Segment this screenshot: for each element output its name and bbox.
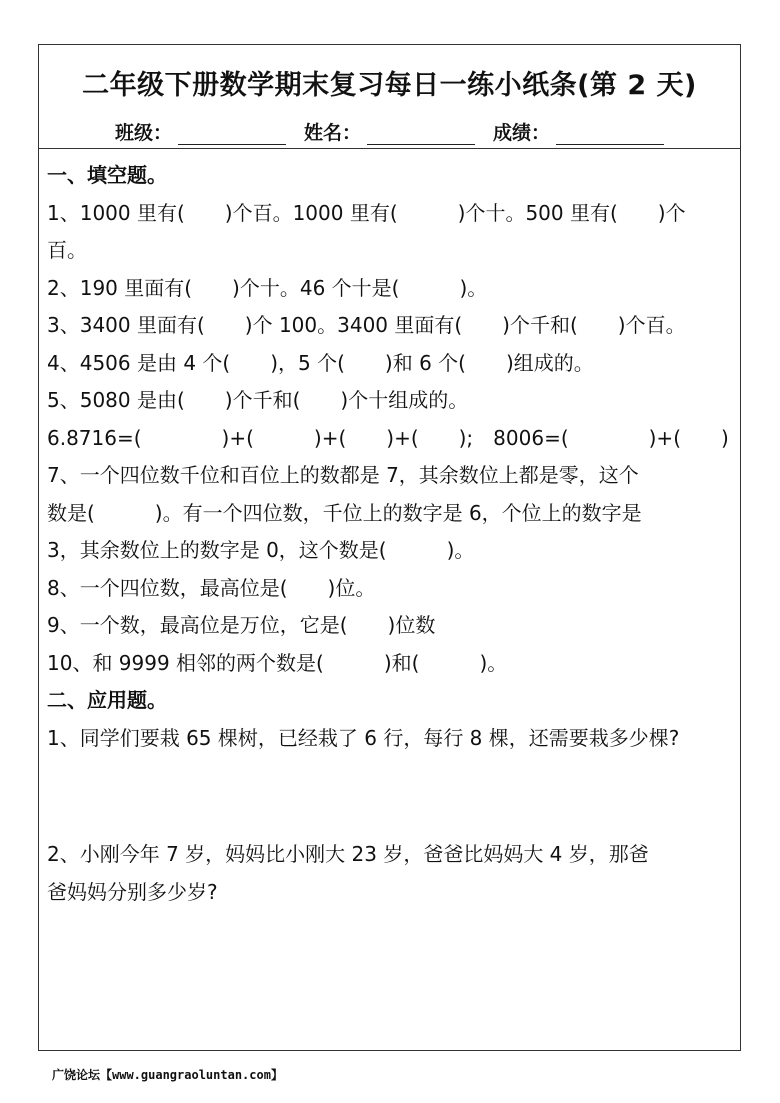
- class-blank[interactable]: [178, 124, 286, 145]
- question-line: 数是( )。有一个四位数，千位上的数字是 6，个位上的数字是: [47, 500, 642, 525]
- footer-source: 广饶论坛【www.guangraoluntan.com】: [52, 1068, 283, 1082]
- class-field: [115, 118, 286, 145]
- section-heading-app: 二、应用题。: [47, 688, 167, 712]
- app-question-2-line-1: 2、小刚今年 7 岁，妈妈比小刚大 23 岁，爸爸比妈妈大 4 岁，那爸: [47, 842, 649, 866]
- question-line: 8、一个四位数，最高位是( )位。: [47, 575, 376, 600]
- question-line: 2、190 里面有( )个十。46 个十是( )。: [47, 275, 488, 300]
- question-line: 百。: [47, 238, 87, 262]
- question-line: 4、4506 是由 4 个( )，5 个( )和 6 个( )组成的。: [47, 350, 594, 375]
- score-blank[interactable]: [556, 124, 664, 145]
- question-line: 9、一个数，最高位是万位，它是( )位数: [47, 613, 436, 637]
- app-question-1: 1、同学们要栽 65 棵树，已经栽了 6 行，每行 8 棵，还需要栽多少棵?: [47, 725, 680, 750]
- answer-space-1[interactable]: [47, 757, 740, 836]
- question-line: 1、1000 里有( )个百。1000 里有( )个十。500 里有( )个: [47, 200, 686, 225]
- question-line: 3、3400 里面有( )个 100。3400 里面有( )个千和( )个百。: [47, 313, 686, 337]
- name-label: 姓名：: [303, 122, 361, 144]
- name-blank[interactable]: [367, 124, 475, 145]
- worksheet-content: [39, 149, 740, 911]
- question-line: 5、5080 是由( )个千和( )个十组成的。: [47, 388, 469, 412]
- score-field: [493, 118, 664, 145]
- section-heading-fill: 一、填空题。: [47, 163, 167, 187]
- question-line: 10、和 9999 相邻的两个数是( )和( )。: [47, 650, 508, 675]
- class-label: 班级：: [114, 122, 172, 144]
- name-field: [304, 118, 475, 145]
- question-line: 3，其余数位上的数字是 0，这个数是( )。: [47, 538, 475, 562]
- worksheet-header: [39, 45, 740, 149]
- app-question-2-line-2: 爸妈妈分别多少岁?: [47, 879, 218, 904]
- worksheet: [38, 44, 741, 1051]
- page-title: 二年级下册数学期末复习每日一练小纸条(第 2 天): [82, 70, 697, 101]
- question-line: 7、一个四位数千位和百位上的数都是 7，其余数位上都是零，这个: [47, 463, 639, 487]
- score-label: 成绩：: [493, 122, 551, 144]
- question-line: 6.8716=( )+( )+( )+( ); 8006=( )+( ): [47, 425, 729, 450]
- student-info-row: [39, 118, 740, 145]
